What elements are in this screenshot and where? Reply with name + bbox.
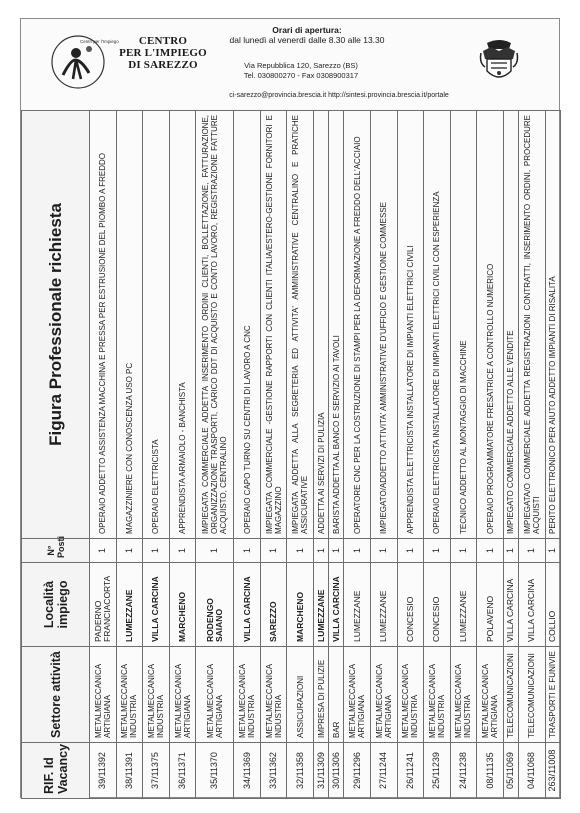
- cell-figura: IMPIEGATO COMMERCIALE ADDETTO ALLE VENDITE: [503, 111, 518, 539]
- cell-figura: OPERAIO ADDETTO ASSISTENZA MACCHINA E PRESSA PER ESTRUSIONE DEL PIOMBO A FREDDO: [90, 111, 117, 539]
- cell-settore: METALMECCANICA ARTIGIANA: [344, 647, 371, 743]
- column-header-localita: Località impiego: [22, 563, 90, 647]
- cell-rif: 24/11238: [450, 743, 477, 799]
- cell-rif: 26/11241: [397, 743, 424, 799]
- table-row: [477, 111, 504, 799]
- cell-settore: METALMECCANICA ARTIGIANA: [477, 647, 504, 743]
- office-name-line: CENTRO: [138, 35, 188, 47]
- cell-figura: OPERAIO ELETTRICISTA INSTALLATORE DI IMPIANTI ELETTRICI CIVILI CON ESPERIENZA: [424, 111, 451, 539]
- cell-settore: BAR: [329, 647, 344, 743]
- contact-links[interactable]: ci-sarezzo@provincia.brescia.it http://sintesi.provincia.brescia.it/portale: [229, 92, 449, 99]
- cell-posti: 1: [450, 539, 477, 563]
- vacancy-table-body: [90, 111, 561, 799]
- column-header-posti: N° Posti: [22, 539, 90, 563]
- table-row: [370, 111, 397, 799]
- table-row: [397, 111, 424, 799]
- cell-localita: VILLA CARCINA: [519, 563, 546, 647]
- table-row: [424, 111, 451, 799]
- cell-settore: METALMECCANICA ARTIGIANA: [370, 647, 397, 743]
- table-row: [169, 111, 196, 799]
- cell-figura: OPERAIO CAPO TURNO SU CENTRI DI LAVORO A CNC: [234, 111, 261, 539]
- cell-figura: OPERAIO PROGRAMMATORE FRESATRICE A CONTROLLO NUMERICO: [477, 111, 504, 539]
- cell-figura: APPRENDISTA ARMAIOLO - BANCHISTA: [169, 111, 196, 539]
- cell-posti: 1: [329, 539, 344, 563]
- svg-text:Centri per l'Impiego: Centri per l'Impiego: [80, 39, 119, 44]
- cell-localita: LUMEZZANE: [450, 563, 477, 647]
- column-header-figura: Figura Professionale richiesta: [22, 111, 90, 539]
- cell-posti: 1: [287, 539, 314, 563]
- office-name-line: PER L'IMPIEGO: [119, 47, 207, 59]
- table-row: [234, 111, 261, 799]
- table-row: [116, 111, 143, 799]
- cell-localita: MARCHENO: [287, 563, 314, 647]
- cell-localita: VILLA CARCINA: [234, 563, 261, 647]
- cell-rif: 27/11244: [370, 743, 397, 799]
- cell-posti: 1: [234, 539, 261, 563]
- cell-posti: 1: [397, 539, 424, 563]
- opening-hours: [197, 25, 417, 45]
- table-row: [545, 111, 560, 799]
- cell-settore: IMPRESA DI PULIZIE: [314, 647, 329, 743]
- cell-figura: TECNICO ADDETTO AL MONTAGGIO DI MACCHINE: [450, 111, 477, 539]
- cell-figura: MAGAZZINIERE CON CONOSCENZA USO PC: [116, 111, 143, 539]
- table-row: [287, 111, 314, 799]
- cell-posti: 1: [260, 539, 287, 563]
- cell-figura: IMPIEGATA COMMERCIALE -GESTIONE RAPPORTI CON CLIENTI ITALIA/ESTERO-GESTIONE FORNITORI E MAGAZZINO: [260, 111, 287, 539]
- table-row: [450, 111, 477, 799]
- cell-localita: LUMEZZANE: [116, 563, 143, 647]
- document-page: [20, 18, 560, 798]
- table-header-row: [22, 111, 90, 799]
- cell-rif: 36/11371: [169, 743, 196, 799]
- cell-figura: IMPIEGATA/O COMMERCIALE ADDETTA REGISTRAZIONI CONTRATTI, INSERIMENTO ORDINI, PROCEDURE ACQUISTI: [519, 111, 546, 539]
- vacancy-table-area: [21, 111, 561, 799]
- cell-posti: 1: [503, 539, 518, 563]
- table-row: [196, 111, 234, 799]
- cell-localita: CONCESIO: [424, 563, 451, 647]
- cell-localita: VILLA CARCINA: [503, 563, 518, 647]
- table-row: [314, 111, 329, 799]
- cell-figura: ADDETTA AI SERVIZI DI PULIZIA: [314, 111, 329, 539]
- cell-localita: SAREZZO: [260, 563, 287, 647]
- cell-posti: 1: [370, 539, 397, 563]
- office-name-line: DI SAREZZO: [128, 59, 198, 71]
- cell-rif: 08/11135: [477, 743, 504, 799]
- cell-figura: BARISTA ADDETTA AL BANCO E SERVIZIO AI TAVOLI: [329, 111, 344, 539]
- cell-rif: 33/11362: [260, 743, 287, 799]
- cell-rif: 39/11392: [90, 743, 117, 799]
- cell-settore: METALMECCANICA ARTIGIANA: [90, 647, 117, 743]
- cell-localita: MARCHENO: [169, 563, 196, 647]
- office-address: [221, 61, 381, 81]
- table-row: [143, 111, 170, 799]
- cell-localita: LUMEZZANE: [370, 563, 397, 647]
- table-row: [260, 111, 287, 799]
- cell-localita: CONCESIO: [397, 563, 424, 647]
- cell-localita: PADERNO FRANCIACORTA: [90, 563, 117, 647]
- provincia-coat-of-arms-icon: [479, 37, 519, 87]
- cell-settore: METALMECCANICA ARTIGIANA: [169, 647, 196, 743]
- cell-localita: COLLIO: [545, 563, 560, 647]
- cell-figura: APPRENDISTA ELETTRICISTA INSTALLATORE DI IMPIANTI ELETTRICI CIVILI: [397, 111, 424, 539]
- cell-localita: LUMEZZANE: [314, 563, 329, 647]
- cell-rif: 34/11369: [234, 743, 261, 799]
- cell-settore: METALMECCANICA INDUSTRIA: [397, 647, 424, 743]
- cell-posti: 1: [314, 539, 329, 563]
- cell-figura: PERITO ELETTRONICO PER AIUTO ADDETTO IMPIANTI DI RISALITA: [545, 111, 560, 539]
- cell-localita: POLAVENO: [477, 563, 504, 647]
- cell-rif: 05/11069: [503, 743, 518, 799]
- table-row: [503, 111, 518, 799]
- cell-posti: 1: [545, 539, 560, 563]
- cell-posti: 1: [344, 539, 371, 563]
- cell-posti: 1: [116, 539, 143, 563]
- cell-rif: 38/11391: [116, 743, 143, 799]
- cell-figura: OPERATORE CNC PER LA COSTRUZIONE DI STAMPI PER LA DEFORMAZIONE A FREDDO DELL'ACCIAIO: [344, 111, 371, 539]
- address-line: Via Repubblica 120, Sarezzo (BS): [244, 61, 358, 70]
- cell-posti: 1: [424, 539, 451, 563]
- cell-rif: 30/11306: [329, 743, 344, 799]
- cell-figura: IMPIEGATA COMMERCIALE ADDETTA INSERIMENTO ORDINI CLIENTI, BOLLETTAZIONE, FATTURAZIONE, ORGANIZZAZIONE TRASPORTI, CARICO DDT DI ACQUISTO E CONTO LAVORO, REGISTRAZIONE FATTURE ACQUISTO, CENTRALINO: [196, 111, 234, 539]
- cell-settore: ASSICURAZIONI: [287, 647, 314, 743]
- opening-hours-text: dal lunedì al venerdì dalle 8.30 alle 13.30: [229, 35, 385, 45]
- cell-rif: 263/11008: [545, 743, 560, 799]
- cell-rif: 25/11239: [424, 743, 451, 799]
- person-icon: [49, 33, 119, 91]
- cell-localita: VILLA CARCINA: [143, 563, 170, 647]
- cell-settore: METALMECCANICA INDUSTRIA: [424, 647, 451, 743]
- cell-settore: METALMECCANICA INDUSTRIA: [116, 647, 143, 743]
- column-header-settore: Settore attività: [22, 647, 90, 743]
- cell-localita: VILLA CARCINA: [329, 563, 344, 647]
- cell-rif: 32/11358: [287, 743, 314, 799]
- cell-settore: TELECOMUNICAZIONI: [503, 647, 518, 743]
- cell-rif: 29/11296: [344, 743, 371, 799]
- cell-rif: 04/11068: [519, 743, 546, 799]
- document-header: [21, 19, 561, 111]
- cell-rif: 31/11309: [314, 743, 329, 799]
- table-row: [329, 111, 344, 799]
- cell-posti: 1: [196, 539, 234, 563]
- table-row: [519, 111, 546, 799]
- cell-posti: 1: [143, 539, 170, 563]
- cell-posti: 1: [169, 539, 196, 563]
- cell-posti: 1: [477, 539, 504, 563]
- cell-settore: METALMECCANICA INDUSTRIA: [143, 647, 170, 743]
- cell-posti: 1: [90, 539, 117, 563]
- cell-settore: METALMECCANICA INDUSTRIA: [260, 647, 287, 743]
- cell-settore: METALMECCANICA ARTIGIANA: [196, 647, 234, 743]
- vacancy-table: [21, 110, 561, 799]
- cell-settore: METALMECCANICA INDUSTRIA: [234, 647, 261, 743]
- cell-rif: 37/11375: [143, 743, 170, 799]
- cell-figura: OPERAIO ELETTRICISTA: [143, 111, 170, 539]
- cell-posti: 1: [519, 539, 546, 563]
- column-header-rif: RIF. Id Vacancy: [22, 743, 90, 799]
- cell-settore: TELECOMUNICAZIONI: [519, 647, 546, 743]
- cell-settore: TRASPORTI E FUNIVIE: [545, 647, 560, 743]
- table-row: [344, 111, 371, 799]
- table-row: [90, 111, 117, 799]
- cell-figura: IMPIEGATA ADDETTA ALLA SEGRETERIA ED ATTIVITA' AMMINISTRATIVE CENTRALINO E PRATICHE ASSICURATIVE: [287, 111, 314, 539]
- cell-rif: 35/11370: [196, 743, 234, 799]
- cell-settore: METALMECCANICA INDUSTRIA: [450, 647, 477, 743]
- opening-hours-title: Orari di apertura:: [272, 25, 342, 35]
- phone-line: Tel. 030800270 - Fax 0308900317: [243, 71, 359, 80]
- cell-localita: LUMEZZANE: [344, 563, 371, 647]
- cell-figura: IMPIEGATO/ADDETTO ATTIVITA' AMMINISTRATIVE D'UFFICIO E GESTIONE COMMESSE: [370, 111, 397, 539]
- cell-localita: RODENGO SAIANO: [196, 563, 234, 647]
